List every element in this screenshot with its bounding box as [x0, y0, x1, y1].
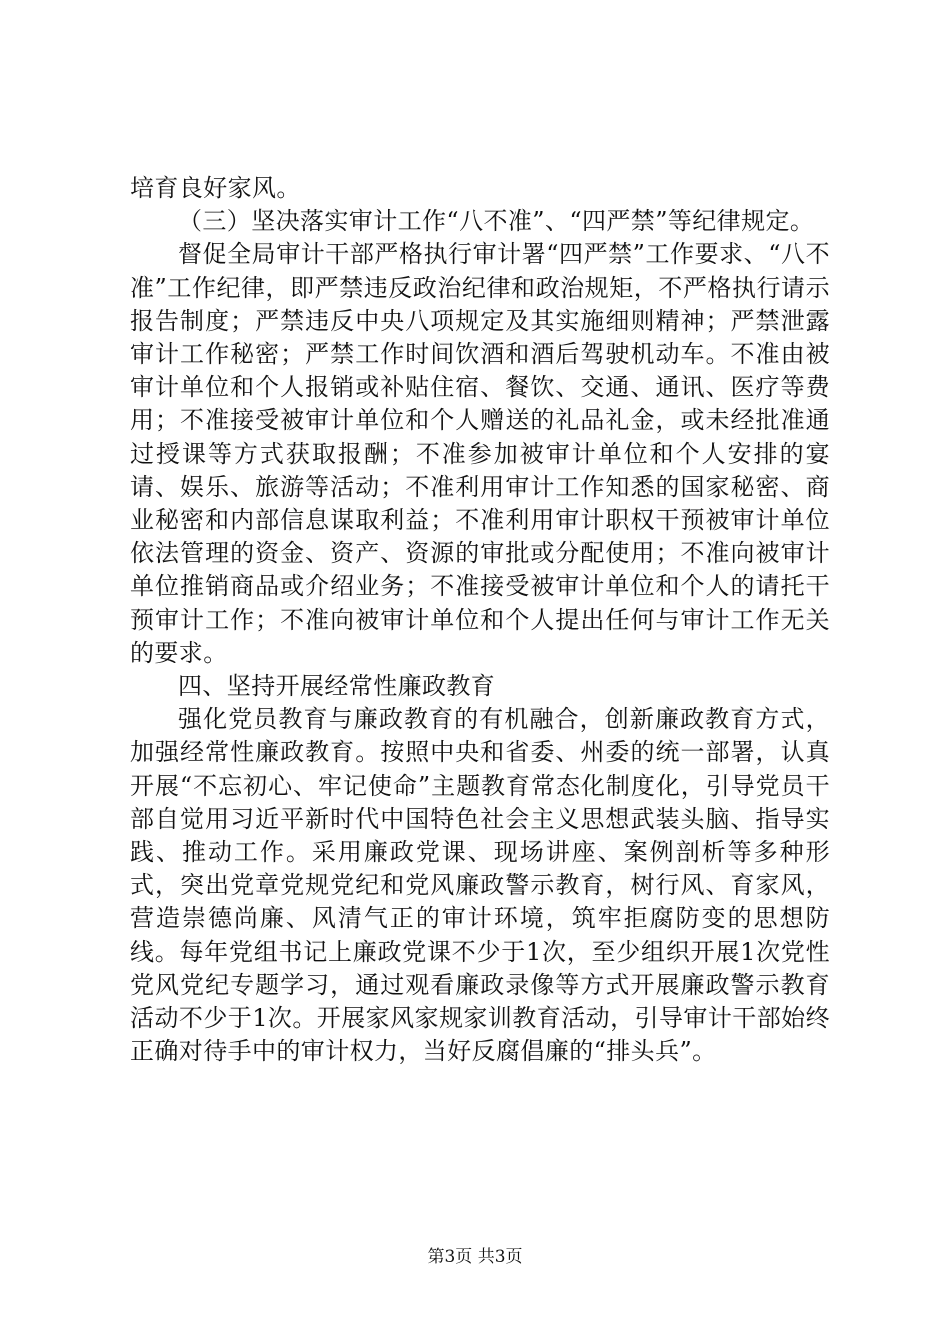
paragraph-continuation: 培育良好家风。: [130, 174, 301, 202]
page-number-footer: 第3页 共3页: [427, 1247, 523, 1267]
section-heading-4: 四、坚持开展经常性廉政教育: [178, 672, 496, 701]
paragraph-integrity-education: 强化党员教育与廉政教育的有机融合，创新廉政教育方式，加强经常性廉政教育。按照中央和省委、州委的统一部署，认真开展“不忘初心、牢记使命”主题教育常态化制度化，引导党员干部自觉用习近平新时代中国特色社会主义思想武装头脑、指导实践、推动工作。采用廉政党课、现场讲座、案例剖析等多种形式，突出党章党规党纪和党风廉政警示教育，树行风、育家风，营造崇德尚廉、风清气正的审计环境，筑牢拒腐防变的思想防线。每年党组书记上廉政党课不少于1次，至少组织开展1次党性党风党纪专题学习，通过观看廉政录像等方式开展廉政警示教育活动不少于1次。开展家风家规家训教育活动，引导审计干部始终正确对待手中的审计权力，当好反腐倡廉的“排头兵”。: [130, 705, 830, 1066]
document-body: [130, 172, 830, 1068]
paragraph-discipline-rules: 督促全局审计干部严格执行审计署“四严禁”工作要求、“八不准”工作纪律，即严禁违反政治纪律和政治规矩，不严格执行请示报告制度；严禁违反中央八项规定及其实施细则精神；严禁泄露审计工作秘密；严禁工作时间饮酒和酒后驾驶机动车。不准由被审计单位和个人报销或补贴住宿、餐饮、交通、通讯、医疗等费用；不准接受被审计单位和个人赠送的礼品礼金，或未经批准通过授课等方式获取报酬；不准参加被审计单位和个人安排的宴请、娱乐、旅游等活动；不准利用审计工作知悉的国家秘密、商业秘密和内部信息谋取利益；不准利用审计职权干预被审计单位依法管理的资金、资产、资源的审批或分配使用；不准向被审计单位推销商品或介绍业务；不准接受被审计单位和个人的请托干预审计工作；不准向被审计单位和个人提出任何与审计工作无关的要求。: [130, 240, 830, 667]
section-heading-3: （三）坚决落实审计工作“八不准”、“四严禁”等纪律规定。: [178, 207, 815, 236]
